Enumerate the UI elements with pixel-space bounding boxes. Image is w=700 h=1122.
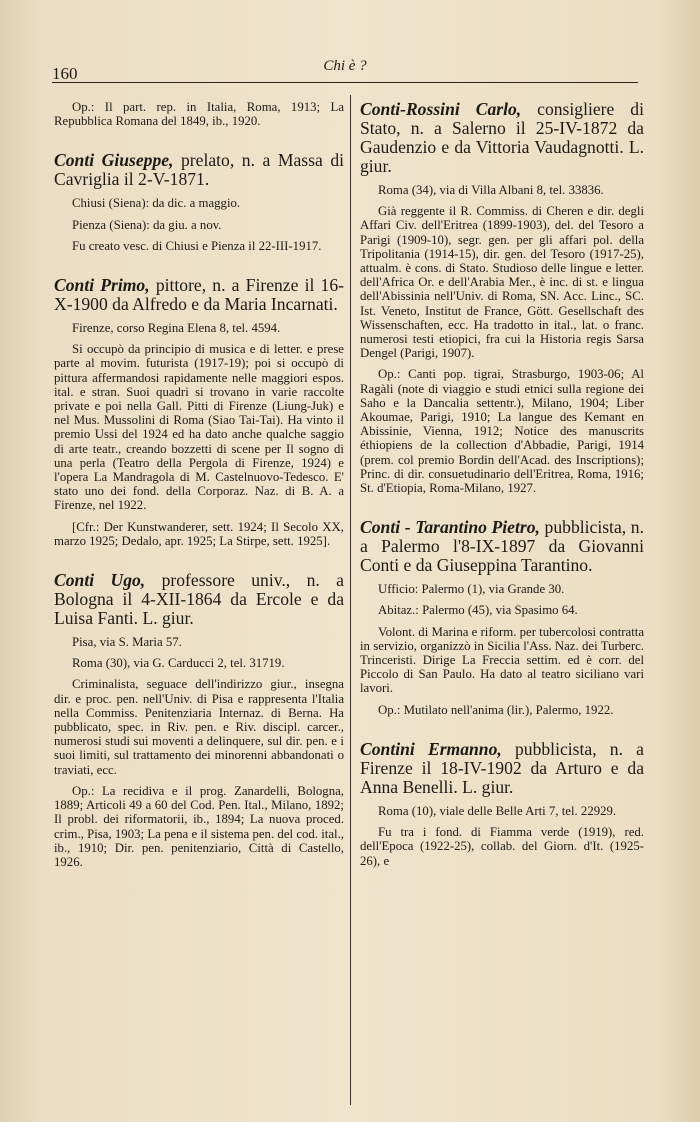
entry-name: Contini Ermanno, — [360, 738, 502, 759]
entry-name: Conti Giuseppe, — [54, 150, 174, 171]
entry-paragraph: Roma (30), via G. Carducci 2, tel. 31719. — [72, 656, 285, 671]
header-rule — [52, 82, 638, 83]
entry-paragraph: Op.: La recidiva e il prog. Zanardelli, Bologna, 1889; Articoli 49 a 60 del Cod. Pen. Ital., Milano, 1892; Il probl. dei riformatorii, ib., 1894; La nuova proced. crim., Pisa, 1903; La pena e il sistema pen. del cod. ital., ib., 1910; Dir. pen. penitenziario, Città di Castello, 1926. — [54, 783, 344, 869]
entry-paragraph: Criminalista, seguace dell'indirizzo giur., insegna dir. e proc. pen. nell'Univ. di Pisa e rappresenta l'Italia nella Commiss. Penitenziaria Internaz. di Berna. Ha pubblicato, spec. in Riv. pen. e Riv. discipl. carcer., numerosi studi sui moventi a delinquere, sul dir. pen. e i suoi limiti, sul trattamento dei minorenni abbandonati o traviati, ecc. — [54, 677, 344, 777]
entry-name: Conti Ugo, — [54, 570, 146, 591]
entry-conti-primo — [54, 276, 344, 548]
entry-paragraph: Pisa, via S. Maria 57. — [72, 635, 182, 650]
entry-paragraph: Fu tra i fond. di Fiamma verde (1919), red. dell'Epoca (1922-25), collab. del Giorn. d'It. (1925-26), e — [360, 825, 644, 868]
entry-continued — [54, 100, 344, 128]
page-number: 160 — [52, 64, 78, 83]
page-header — [52, 58, 638, 83]
entry-paragraph: Op.: Mutilato nell'anima (lir.), Palermo, 1922. — [378, 702, 614, 717]
entry-paragraph: Abitaz.: Palermo (45), via Spasimo 64. — [378, 603, 578, 618]
running-title: Chi è ? — [323, 58, 367, 74]
entry-paragraph: Roma (10), viale delle Belle Arti 7, tel. 22929. — [378, 803, 617, 818]
right-column — [360, 100, 644, 875]
entry-paragraph: Op.: Canti pop. tigrai, Strasburgo, 1903-06; Al Ragàli (note di viaggio e studi etnici sulla regione dei Saho e la Dancalia settentr.), Milano, 1904; Liber Akoumae, Parigi, 1910; La langue des Kemant en Abissinie, Vienna, 1912; Notice des manuscrits éthiopiens de la collection d'Abbadie, Parigi, 1914 (prem. col premio Bordin dell'Acad. des Inscriptions); Princ. di dir. consuetudinario dell'Eritrea, Roma, 1916; St. d'Etiopia, Roma-Milano, 1927. — [360, 367, 644, 496]
entry-paragraph: Op.: Il part. rep. in Italia, Roma, 1913; La Repubblica Romana del 1849, ib., 1920. — [54, 100, 344, 129]
entry-paragraph: Volont. di Marina e riform. per tubercolosi contratta in servizio, organizzò in Sicilia l'Ass. Naz. dei Turberc. Trinceristi. Dirige La Freccia settim. ed è corr. del Piccolo di San Paulo. Ha dato al teatro siciliano vari lavori. — [360, 624, 644, 696]
entry-paragraph: Ufficio: Palermo (1), via Grande 30. — [378, 582, 565, 597]
entry-name: Conti Primo, — [54, 275, 150, 296]
entry-conti-giuseppe — [54, 151, 344, 253]
entry-heading — [360, 518, 644, 575]
entry-name: Conti - Tarantino Pietro, — [360, 517, 540, 538]
entry-heading — [54, 571, 344, 628]
entry-heading — [54, 276, 344, 314]
entry-description: professore univ., n. a Bologna il 4-XII-1864 da Ercole e da Luisa Fanti. L. giur. — [54, 570, 344, 629]
entry-contini-ermanno — [360, 740, 644, 868]
entry-paragraph: Pienza (Siena): da giu. a nov. — [72, 217, 222, 232]
entry-description: prelato, n. a Massa di Cavriglia il 2-V-1871. — [54, 150, 345, 190]
entry-conti-rossini-carlo — [360, 100, 644, 495]
left-column — [54, 100, 344, 876]
entry-description: pubblicista, n. a Palermo l'8-IX-1897 da Giovanni Conti e da Giuseppina Tarantino. — [360, 517, 644, 576]
entry-heading — [360, 100, 644, 176]
entry-heading — [54, 151, 344, 189]
entry-paragraph: Si occupò da principio di musica e di letter. e prese parte al movim. futurista (1917-19); poi si occupò di pittura affermandosi rapidamente nelle maggiori espos. ital. e stran. Suoi quadri si trovano in varie raccolte private e poi nella Gall. Pitti di Firenze (Liung-Juk) e nel Mus. Mussolini di Roma (Siao Tai-Tai). Ha vinto il premio Ussi del 1924 ed ha dato anche qualche saggio di arte teatr., creando bozzetti di scene per Il sogno di una perla (Teatro della Pergola di Firenze, 1924) e l'opera La Mandragola di M. Castelnuovo-Tedesco. E' stato uno dei fond. della Corporaz. Naz. di B. A. a Firenze, nel 1922. — [54, 342, 344, 513]
entry-paragraph: [Cfr.: Der Kunstwanderer, sett. 1924; Il Secolo XX, marzo 1925; Dedalo, apr. 1925; La Stirpe, sett. 1925]. — [54, 519, 344, 548]
entry-description: pubblicista, n. a Firenze il 18-IV-1902 da Arturo e da Anna Benelli. L. giur. — [360, 738, 644, 797]
column-divider — [350, 95, 351, 1105]
entry-paragraph: Già reggente il R. Commiss. di Cheren e dir. degli Affari Civ. dell'Eritrea (1899-1903), del. del Tesoro a Parigi (1909-10), segr. gen. per gli affari pol. della Tripolitania (1914-15), dir. gen. del Tesoro (1917-25), attualm. è cons. di Stato. Studioso delle lingue e letter. dell'Africa Or. e dell'Arabia Mer., è inc. di st. e lingua dell'Abissinia nell'Univ. di Roma, SN. Acc. Linc., SC. Ist. Veneto, Institut de France, Gött. Gesellschaft des Wissenschaften, ecc. Ha tradotto in ital., lat. o franc. numerosi testi etiopici, fra cui la Historia regis Sarsa Dengel (Parigi, 1907). — [360, 204, 644, 361]
entry-heading — [360, 740, 644, 797]
entry-paragraph: Roma (34), via di Villa Albani 8, tel. 33836. — [378, 183, 604, 197]
entry-conti-ugo — [54, 571, 344, 869]
entry-name: Conti-Rossini Carlo, — [360, 99, 522, 119]
entry-paragraph: Chiusi (Siena): da dic. a maggio. — [72, 196, 241, 211]
entry-paragraph: Firenze, corso Regina Elena 8, tel. 4594. — [72, 321, 281, 336]
entry-paragraph: Fu creato vesc. di Chiusi e Pienza il 22-III-1917. — [72, 238, 322, 253]
entry-description: consigliere di Stato, n. a Salerno il 25-IV-1872 da Gaudenzio e da Vittoria Vaudagnotti. L. giur. — [360, 99, 644, 176]
entry-description: pittore, n. a Firenze il 16-X-1900 da Alfredo e da Maria Incarnati. — [54, 275, 344, 315]
entry-conti-tarantino-pietro — [360, 518, 644, 717]
